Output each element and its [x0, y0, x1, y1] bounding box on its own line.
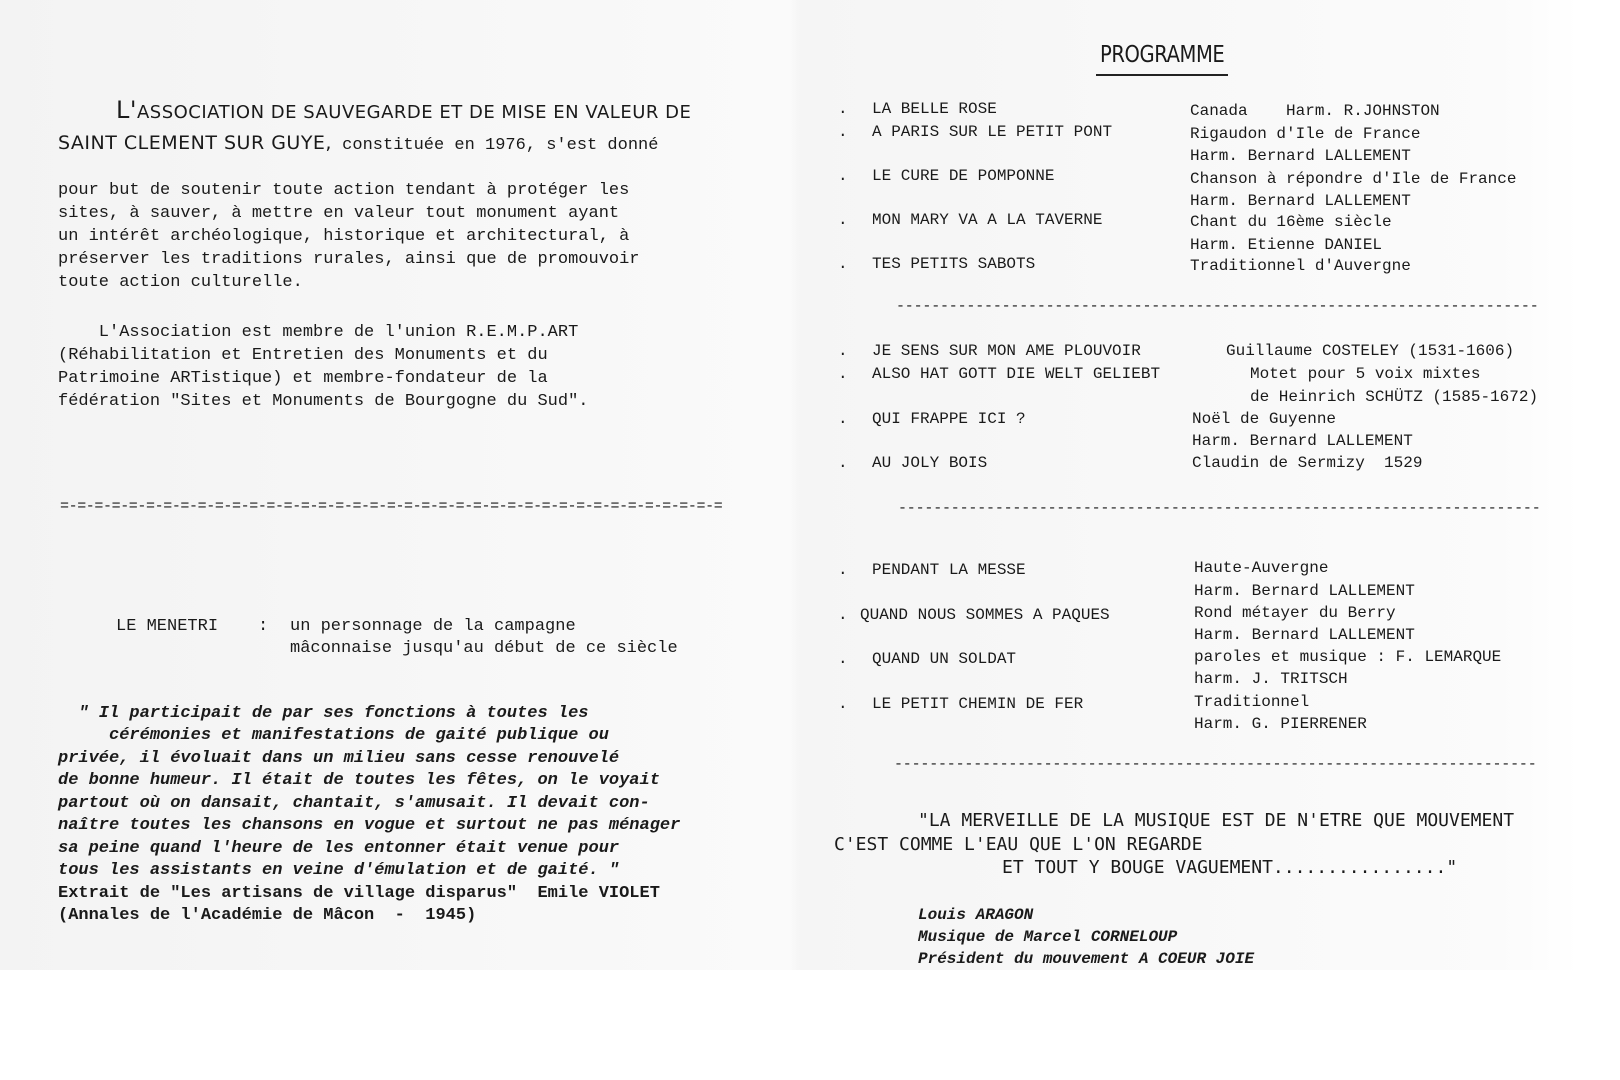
bullet: .	[838, 255, 848, 273]
violet-quote	[58, 680, 680, 905]
song-title: LE PETIT CHEMIN DE FER	[872, 695, 1084, 713]
programme-title: PROGRAMME	[1100, 42, 1225, 68]
text-line: toute action culturelle.	[58, 273, 303, 292]
song-title: AU JOLY BOIS	[872, 454, 988, 472]
programme-separator-2: -------------------------------------------------------------------------	[898, 500, 1541, 517]
song-info: Canada Harm. R.JOHNSTON	[1190, 102, 1440, 120]
text-line: fédération "Sites et Monuments de Bourgogne du Sud".	[58, 392, 589, 411]
song-info: Harm. Bernard LALLEMENT	[1190, 192, 1411, 210]
quote-line: tous les assistants en veine d'émulation et de gaité. "	[58, 861, 620, 880]
song-info: Traditionnel d'Auvergne	[1190, 257, 1411, 275]
aragon-quote-line-1: "LA MERVEILLE DE LA MUSIQUE EST DE N'ETRE QUE MOUVEMENT	[918, 810, 1515, 831]
text-line: pour but de soutenir toute action tendant à protéger les	[58, 181, 630, 200]
source-citation-1: Extrait de "Les artisans de village disparus" Emile VIOLET	[58, 884, 660, 903]
song-title: A PARIS SUR LE PETIT PONT	[872, 123, 1113, 141]
aragon-quote-line-2: C'EST COMME L'EAU QUE L'ON REGARDE	[834, 834, 1203, 855]
quote-line: naître toutes les chansons en vogue et surtout ne pas ménager	[58, 816, 681, 835]
quote-line: partout où on dansait, chantait, s'amusait. Il devait con-	[58, 793, 650, 813]
song-info: paroles et musique : F. LEMARQUE	[1194, 648, 1502, 666]
source-citation-2: (Annales de l'Académie de Mâcon - 1945)	[58, 906, 477, 925]
bullet: .	[838, 100, 848, 118]
title-underline	[1096, 74, 1228, 76]
song-title: LA BELLE ROSE	[872, 100, 997, 118]
song-info: Guillaume COSTELEY (1531-1606)	[1226, 342, 1515, 360]
association-heading-line2	[58, 132, 658, 155]
song-title: LE CURE DE POMPONNE	[872, 167, 1055, 185]
signature-author: Louis ARAGON	[918, 906, 1034, 924]
heading-initial: L'	[116, 96, 137, 124]
song-info: Motet pour 5 voix mixtes	[1250, 365, 1481, 383]
song-title: QUAND NOUS SOMMES A PAQUES	[860, 606, 1110, 624]
bullet: .	[838, 454, 848, 472]
song-title: TES PETITS SABOTS	[872, 255, 1036, 273]
menetri-definition-1: un personnage de la campagne	[290, 617, 576, 636]
signature-president: Président du mouvement A COEUR JOIE	[918, 950, 1255, 968]
song-title: QUAND UN SOLDAT	[872, 650, 1017, 668]
text-line: préserver les traditions rurales, ainsi que de promouvoir	[58, 250, 640, 269]
menetri-definition-2: mâconnaise jusqu'au début de ce siècle	[290, 639, 678, 658]
page-margin	[0, 970, 1620, 1080]
bullet: .	[838, 211, 848, 229]
quote-line: cérémonies et manifestations de gaité publique ou	[58, 726, 609, 745]
bullet: .	[838, 123, 848, 141]
song-info: Chanson à répondre d'Ile de France	[1190, 170, 1517, 188]
heading-place-name: SAINT CLEMENT SUR GUYE,	[58, 132, 332, 154]
song-info: Noël de Guyenne	[1192, 410, 1337, 428]
heading-continuation: constituée en 1976, s'est donné	[331, 136, 659, 155]
song-title: PENDANT LA MESSE	[872, 561, 1026, 579]
left-separator: =-=-=-=-=-=-=-=-=-=-=-=-=-=-=-=-=-=-=-=-=-=-=-=-=-=-=-=-=-=-=-=-=-=-=-=-=-=-=	[60, 498, 723, 515]
text-line: un intérêt archéologique, historique et architectural, à	[58, 227, 630, 246]
bullet: .	[838, 410, 848, 428]
song-info: Rigaudon d'Ile de France	[1190, 125, 1421, 143]
bullet: .	[838, 365, 848, 383]
signature-composer: Musique de Marcel CORNELOUP	[918, 928, 1178, 946]
text-line: L'Association est membre de l'union R.E.M.P.ART	[58, 323, 579, 342]
aragon-quote-line-3: ET TOUT Y BOUGE VAGUEMENT................"	[1002, 857, 1458, 878]
quote-line: de bonne humeur. Il était de toutes les fêtes, on le voyait	[58, 771, 660, 790]
song-title: JE SENS SUR MON AME PLOUVOIR	[872, 342, 1141, 360]
heading-text: ASSOCIATION DE SAUVEGARDE ET DE MISE EN VALEUR DE	[136, 102, 692, 123]
song-title: ALSO HAT GOTT DIE WELT GELIEBT	[872, 365, 1161, 383]
text-line: sites, à sauver, à mettre en valeur tout monument ayant	[58, 204, 620, 223]
bullet: .	[838, 606, 848, 624]
membership-paragraph	[58, 298, 589, 436]
song-info: Harm. Bernard LALLEMENT	[1194, 626, 1415, 644]
quote-line: " Il participait de par ses fonctions à toutes les	[58, 703, 589, 723]
song-info: Claudin de Sermizy 1529	[1192, 454, 1423, 472]
association-heading-line1	[116, 96, 691, 124]
bullet: .	[838, 342, 848, 360]
bullet: .	[838, 695, 848, 713]
menetri-term: LE MENETRI	[116, 617, 219, 636]
song-info: Chant du 16ème siècle	[1190, 213, 1392, 231]
song-info: Harm. Bernard LALLEMENT	[1194, 582, 1415, 600]
song-info: Traditionnel	[1194, 693, 1310, 711]
text-line: (Réhabilitation et Entretien des Monuments et du	[58, 346, 548, 365]
song-info: Rond métayer du Berry	[1194, 604, 1396, 622]
song-info: de Heinrich SCHÜTZ (1585-1672)	[1250, 388, 1539, 406]
song-info: Haute-Auvergne	[1194, 559, 1329, 577]
programme-separator-1: -------------------------------------------------------------------------	[896, 298, 1539, 315]
text-line: Patrimoine ARTistique) et membre-fondateur de la	[58, 369, 548, 388]
bullet: .	[838, 561, 848, 579]
bullet: .	[838, 650, 848, 668]
song-title: QUI FRAPPE ICI ?	[872, 410, 1026, 428]
song-info: Harm. Bernard LALLEMENT	[1192, 432, 1413, 450]
song-info: Harm. Bernard LALLEMENT	[1190, 147, 1411, 165]
song-title: MON MARY VA A LA TAVERNE	[872, 211, 1103, 229]
programme-separator-3: -------------------------------------------------------------------------	[894, 756, 1537, 773]
intro-paragraph	[58, 156, 640, 317]
bullet: .	[838, 167, 848, 185]
menetri-colon: :	[258, 617, 269, 636]
song-info: Harm. G. PIERRENER	[1194, 715, 1367, 733]
quote-line: privée, il évoluait dans un milieu sans cesse renouvelé	[58, 748, 620, 768]
song-info: Harm. Etienne DANIEL	[1190, 236, 1383, 254]
quote-line: sa peine quand l'heure de les entonner était venue pour	[58, 838, 620, 858]
song-info: harm. J. TRITSCH	[1194, 670, 1348, 688]
